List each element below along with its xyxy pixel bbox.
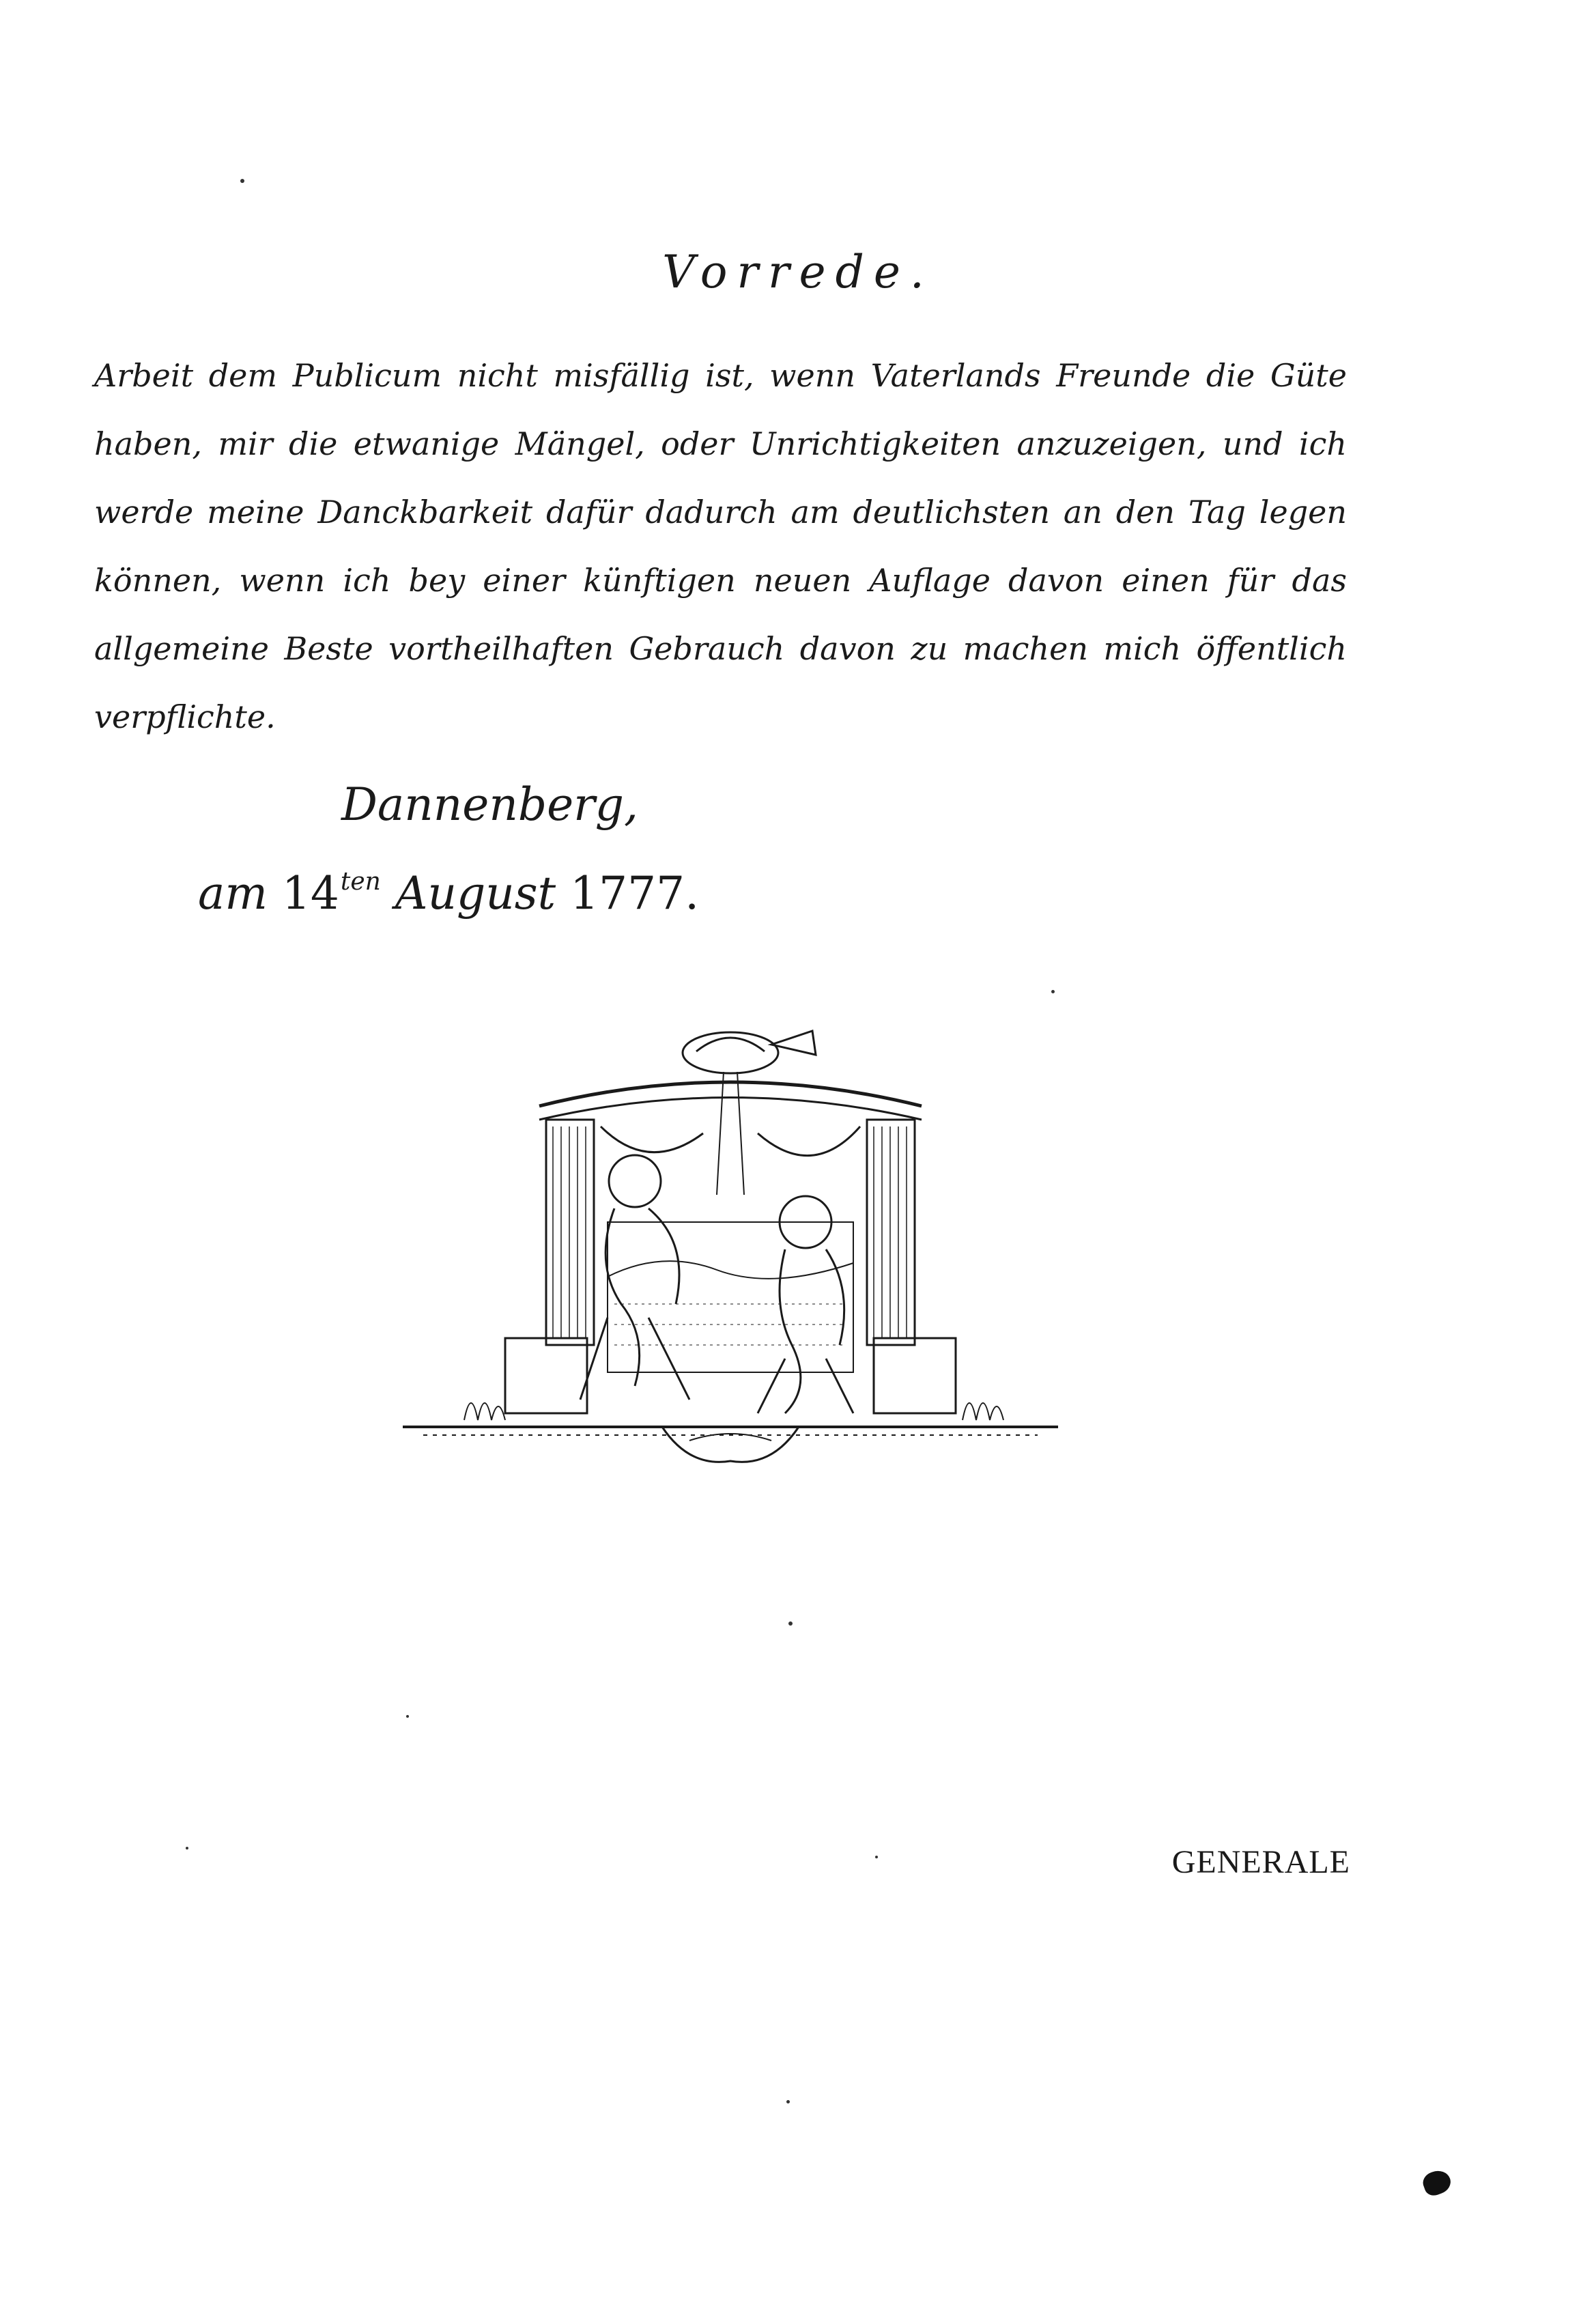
catchword: GENERALE	[1171, 1844, 1350, 1880]
paper-speck	[1051, 990, 1055, 993]
page-title: Vorrede.	[662, 246, 934, 298]
place-line: Dannenberg,	[341, 778, 638, 831]
cherubs-vignette-icon	[403, 1017, 1058, 1468]
date-month: August	[395, 867, 556, 920]
date-line	[198, 867, 699, 920]
paper-speck	[786, 2100, 790, 2103]
date-year: 1777.	[570, 867, 700, 920]
paper-speck	[240, 179, 244, 183]
ink-blot	[1420, 2167, 1453, 2198]
paper-speck	[186, 1847, 188, 1850]
paper-speck	[406, 1715, 409, 1718]
paper-speck	[788, 1621, 793, 1626]
paper-speck	[875, 1856, 878, 1858]
date-prefix: am	[198, 867, 268, 920]
preface-paragraph: Arbeit dem Publicum nicht misfällig ist, wenn Vaterlands Freunde die Güte haben, mir die etwanige Mängel, oder Unrichtigkeiten anzuzeigen, und ich werde meine Danckbarkeit dafür dadurch am deutlichsten an den Tag legen können, wenn ich bey einer künftigen neuen Auflage davon einen für das allgemeine Beste vortheilhaften Gebrauch davon zu machen mich öffentlich verpflichte.	[94, 357, 1347, 735]
date-day: 14	[281, 867, 339, 920]
date-day-suffix: ten	[340, 868, 381, 896]
